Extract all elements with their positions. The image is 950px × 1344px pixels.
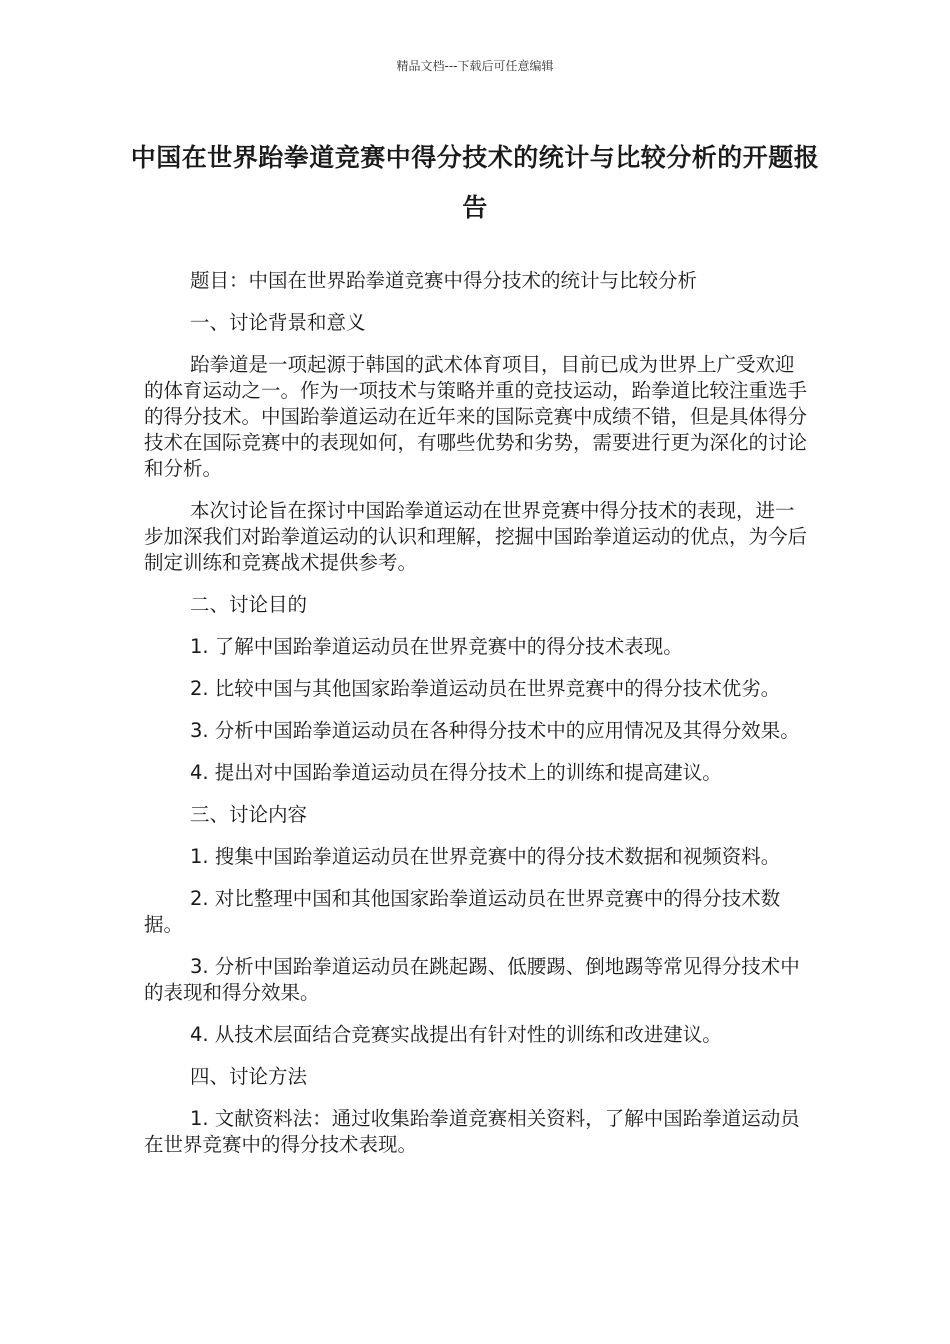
page-header: 精品文档---下载后可任意编辑 xyxy=(396,59,554,73)
topic-line: 题目：中国在世界跆拳道竞赛中得分技术的统计与比较分析 xyxy=(190,269,698,292)
document-title: 中国在世界跆拳道竞赛中得分技术的统计与比较分析的开题报告 xyxy=(130,143,820,222)
document-body xyxy=(144,268,810,1174)
section-heading-1: 一、讨论背景和意义 xyxy=(190,311,366,334)
content-item-1: 1. 搜集中国跆拳道运动员在世界竞赛中的得分技术数据和视频资料。 xyxy=(190,845,781,868)
section-heading-2: 二、讨论目的 xyxy=(190,593,308,616)
method-item-1: 1. 文献资料法：通过收集跆拳道竞赛相关资料，了解中国跆拳道运动员在世界竞赛中的得分技术表现。 xyxy=(144,1107,800,1156)
section-heading-3: 三、讨论内容 xyxy=(190,803,308,826)
section-heading-4: 四、讨论方法 xyxy=(190,1065,308,1088)
goal-item-4: 4. 提出对中国跆拳道运动员在得分技术上的训练和提高建议。 xyxy=(190,761,722,784)
goal-item-2: 2. 比较中国与其他国家跆拳道运动员在世界竞赛中的得分技术优劣。 xyxy=(190,677,781,700)
content-item-3: 3. 分析中国跆拳道运动员在跳起踢、低腰踢、倒地踢等常见得分技术中的表现和得分效果。 xyxy=(144,955,800,1004)
goal-item-3: 3. 分析中国跆拳道运动员在各种得分技术中的应用情况及其得分效果。 xyxy=(190,719,800,742)
paragraph-background: 跆拳道是一项起源于韩国的武术体育项目，目前已成为世界上广受欢迎的体育运动之一。作为一项技术与策略并重的竞技运动，跆拳道比较注重选手的得分技术。中国跆拳道运动在近年来的国际竞赛中成绩不错，但是具体得分技术在国际竞赛中的表现如何，有哪些优势和劣势，需要进行更为深化的讨论和分析。 xyxy=(144,353,808,480)
content-item-4: 4. 从技术层面结合竞赛实战提出有针对性的训练和改进建议。 xyxy=(190,1023,722,1046)
goal-item-1: 1. 了解中国跆拳道运动员在世界竞赛中的得分技术表现。 xyxy=(190,635,683,658)
paragraph-purpose: 本次讨论旨在探讨中国跆拳道运动在世界竞赛中得分技术的表现，进一步加深我们对跆拳道运动的认识和理解，挖掘中国跆拳道运动的优点，为今后制定训练和竞赛战术提供参考。 xyxy=(144,499,808,574)
content-item-2: 2. 对比整理中国和其他国家跆拳道运动员在世界竞赛中的得分技术数据。 xyxy=(144,887,781,936)
